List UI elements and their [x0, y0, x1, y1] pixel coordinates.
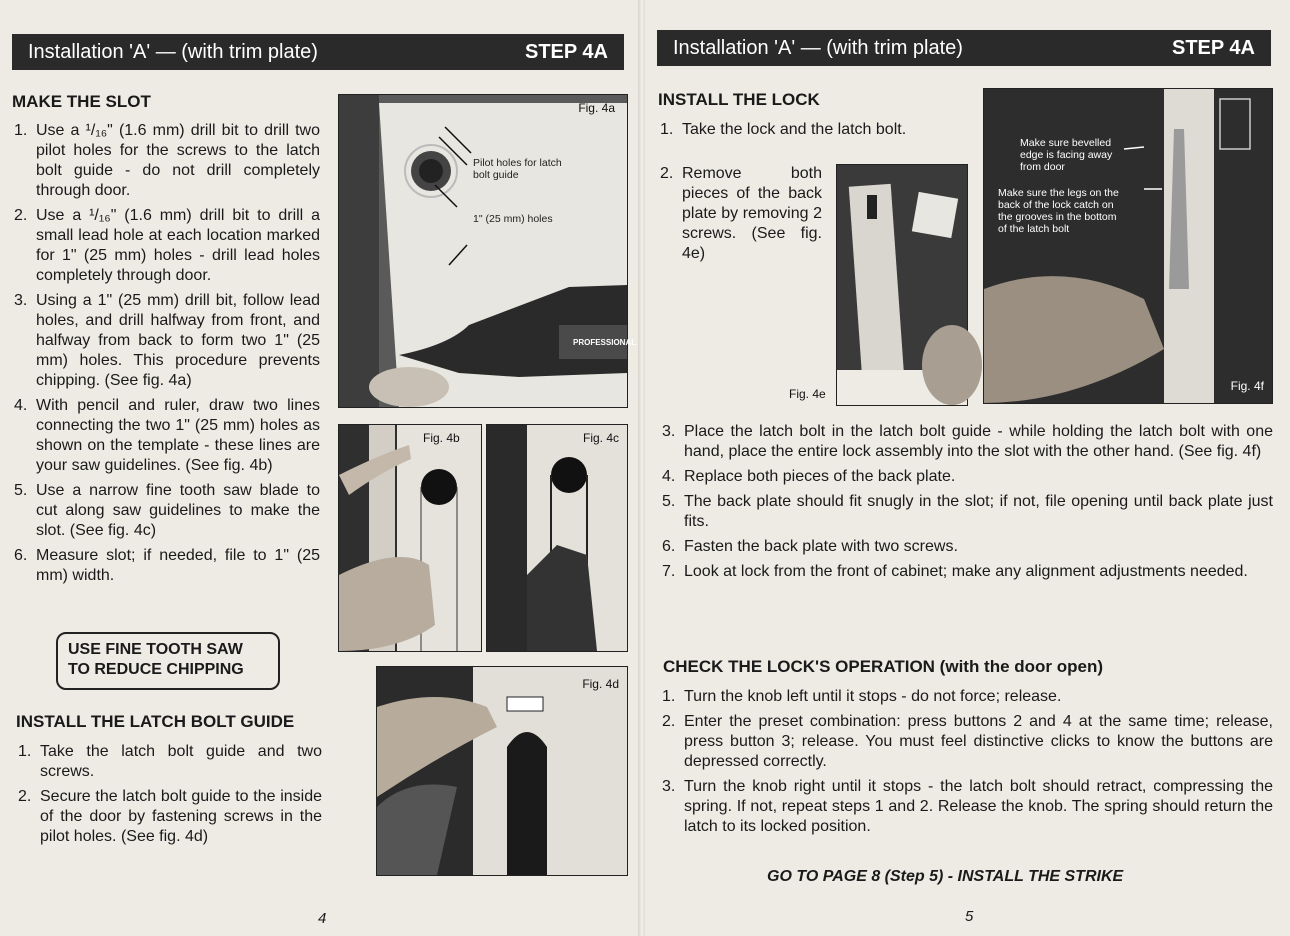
figure-4c-label: Fig. 4c [582, 431, 619, 445]
right-page [645, 0, 1290, 936]
list-item: 2. Remove both pieces of the back plate by removing 2 screws. (See fig. 4e) [660, 165, 822, 262]
latch-guide-title: INSTALL THE LATCH BOLT GUIDE [16, 712, 295, 731]
list-item: 3. Place the latch bolt in the latch bolt guide - while holding the latch bolt with one hand, place the entire lock assembly into the slot with the other hand. (See fig. 4f) [662, 423, 1273, 460]
warning-line-1: USE FINE TOOTH SAW [68, 641, 243, 658]
figure-4a-illustration [339, 95, 627, 407]
list-item: 3. Using a 1" (25 mm) drill bit, follow lead holes, and drill halfway from front, and halfway from back to form two 1" (25 mm) holes. This procedure prevents chipping. (See fig. 4a) [14, 292, 320, 389]
left-header-title: Installation 'A' — (with trim plate) [28, 40, 318, 63]
list-item: 6. Measure slot; if needed, file to 1" (25 mm) width. [14, 547, 320, 584]
figure-4c [486, 424, 628, 652]
list-item: 4. Replace both pieces of the back plate. [662, 468, 956, 485]
warning-line-2: TO REDUCE CHIPPING [68, 661, 244, 678]
figure-4a-callout-pilot: Pilot holes for latch bolt guide [473, 157, 562, 181]
figure-4f [983, 88, 1273, 404]
left-page-number: 4 [318, 910, 327, 927]
list-item: 5. The back plate should fit snugly in the slot; if not, file opening until back plate just fits. [662, 493, 1273, 530]
install-lock-steps-continued [662, 422, 1273, 587]
figure-4a [338, 94, 637, 408]
left-header [12, 34, 624, 70]
list-item: 2. Secure the latch bolt guide to the inside of the door by fastening screws in the pilot holes. (See fig. 4d) [18, 788, 322, 845]
figure-4f-callout-bevel: Make sure bevelled edge is facing away from door [1020, 137, 1113, 173]
figure-4e [789, 164, 968, 406]
check-lock-steps [662, 687, 1273, 842]
warning-box [56, 632, 280, 690]
left-header-step: STEP 4A [525, 40, 608, 63]
right-header-step: STEP 4A [1172, 36, 1255, 59]
left-page [0, 0, 640, 936]
figure-4a-label: Fig. 4a [578, 101, 615, 115]
check-lock-title: CHECK THE LOCK'S OPERATION (with the door open) [663, 657, 1104, 676]
install-lock-title: INSTALL THE LOCK [658, 90, 820, 109]
list-item: 5. Use a narrow fine tooth saw blade to cut along saw guidelines to make the slot. (See fig. 4c) [14, 482, 320, 539]
right-header [657, 30, 1271, 66]
list-item: 2. Use a ¹/₁₆" (1.6 mm) drill bit to drill a small lead hole at each location marked for 1" (25 mm) holes - drill lead holes completely through door. [14, 207, 320, 284]
figure-4d-label: Fig. 4d [582, 677, 619, 691]
list-item: 1. Take the latch bolt guide and two screws. [18, 743, 322, 780]
figure-4c-illustration [487, 425, 627, 651]
figure-4f-callout-legs: Make sure the legs on the back of the lock catch on the grooves in the bottom of the latch bolt [998, 187, 1119, 235]
figure-4a-callout-holes: 1" (25 mm) holes [473, 213, 553, 225]
list-item: 2. Enter the preset combination: press buttons 2 and 4 at the same time; release, press button 3; release. You must feel distinctive clicks to know the buttons are depressed correctly. [662, 713, 1273, 770]
install-lock-step-1 [660, 120, 970, 145]
list-item: 3. Turn the knob right until it stops - the latch bolt should retract, compressing the spring. If not, repeat steps 1 and 2. Release the knob. The spring should return the latch to its locked position. [662, 778, 1273, 835]
figure-4e-label: Fig. 4e [789, 387, 826, 401]
figure-4d [376, 666, 628, 876]
figure-4f-label: Fig. 4f [1230, 379, 1264, 393]
figure-4b-illustration [339, 425, 481, 651]
list-item: 7. Look at lock from the front of cabinet; make any alignment adjustments needed. [662, 563, 1248, 580]
figure-4a-drill-text: PROFESSIONAL [573, 338, 637, 347]
install-lock-step-2 [660, 164, 822, 269]
list-item: 1. Use a ¹/₁₆" (1.6 mm) drill bit to drill two pilot holes for the screws to the latch bolt guide - do not drill completely through door. [14, 122, 320, 199]
figure-4e-illustration [837, 165, 967, 405]
figure-4b-label: Fig. 4b [423, 431, 460, 445]
latch-guide-steps [18, 742, 322, 852]
figure-4d-illustration [377, 667, 627, 875]
list-item: 4. With pencil and ruler, draw two lines connecting the two 1" (25 mm) holes as shown on the template - these lines are your saw guidelines. (See fig. 4b) [14, 397, 320, 474]
right-page-number: 5 [965, 908, 974, 925]
list-item: 6. Fasten the back plate with two screws. [662, 538, 958, 555]
figure-4b [338, 424, 482, 652]
make-slot-steps [14, 121, 320, 591]
make-slot-title: MAKE THE SLOT [12, 92, 151, 111]
goto-next-step: GO TO PAGE 8 (Step 5) - INSTALL THE STRIKE [767, 868, 1124, 885]
list-item: 1. Take the lock and the latch bolt. [660, 121, 907, 138]
right-header-title: Installation 'A' — (with trim plate) [673, 36, 963, 59]
list-item: 1. Turn the knob left until it stops - do not force; release. [662, 688, 1062, 705]
